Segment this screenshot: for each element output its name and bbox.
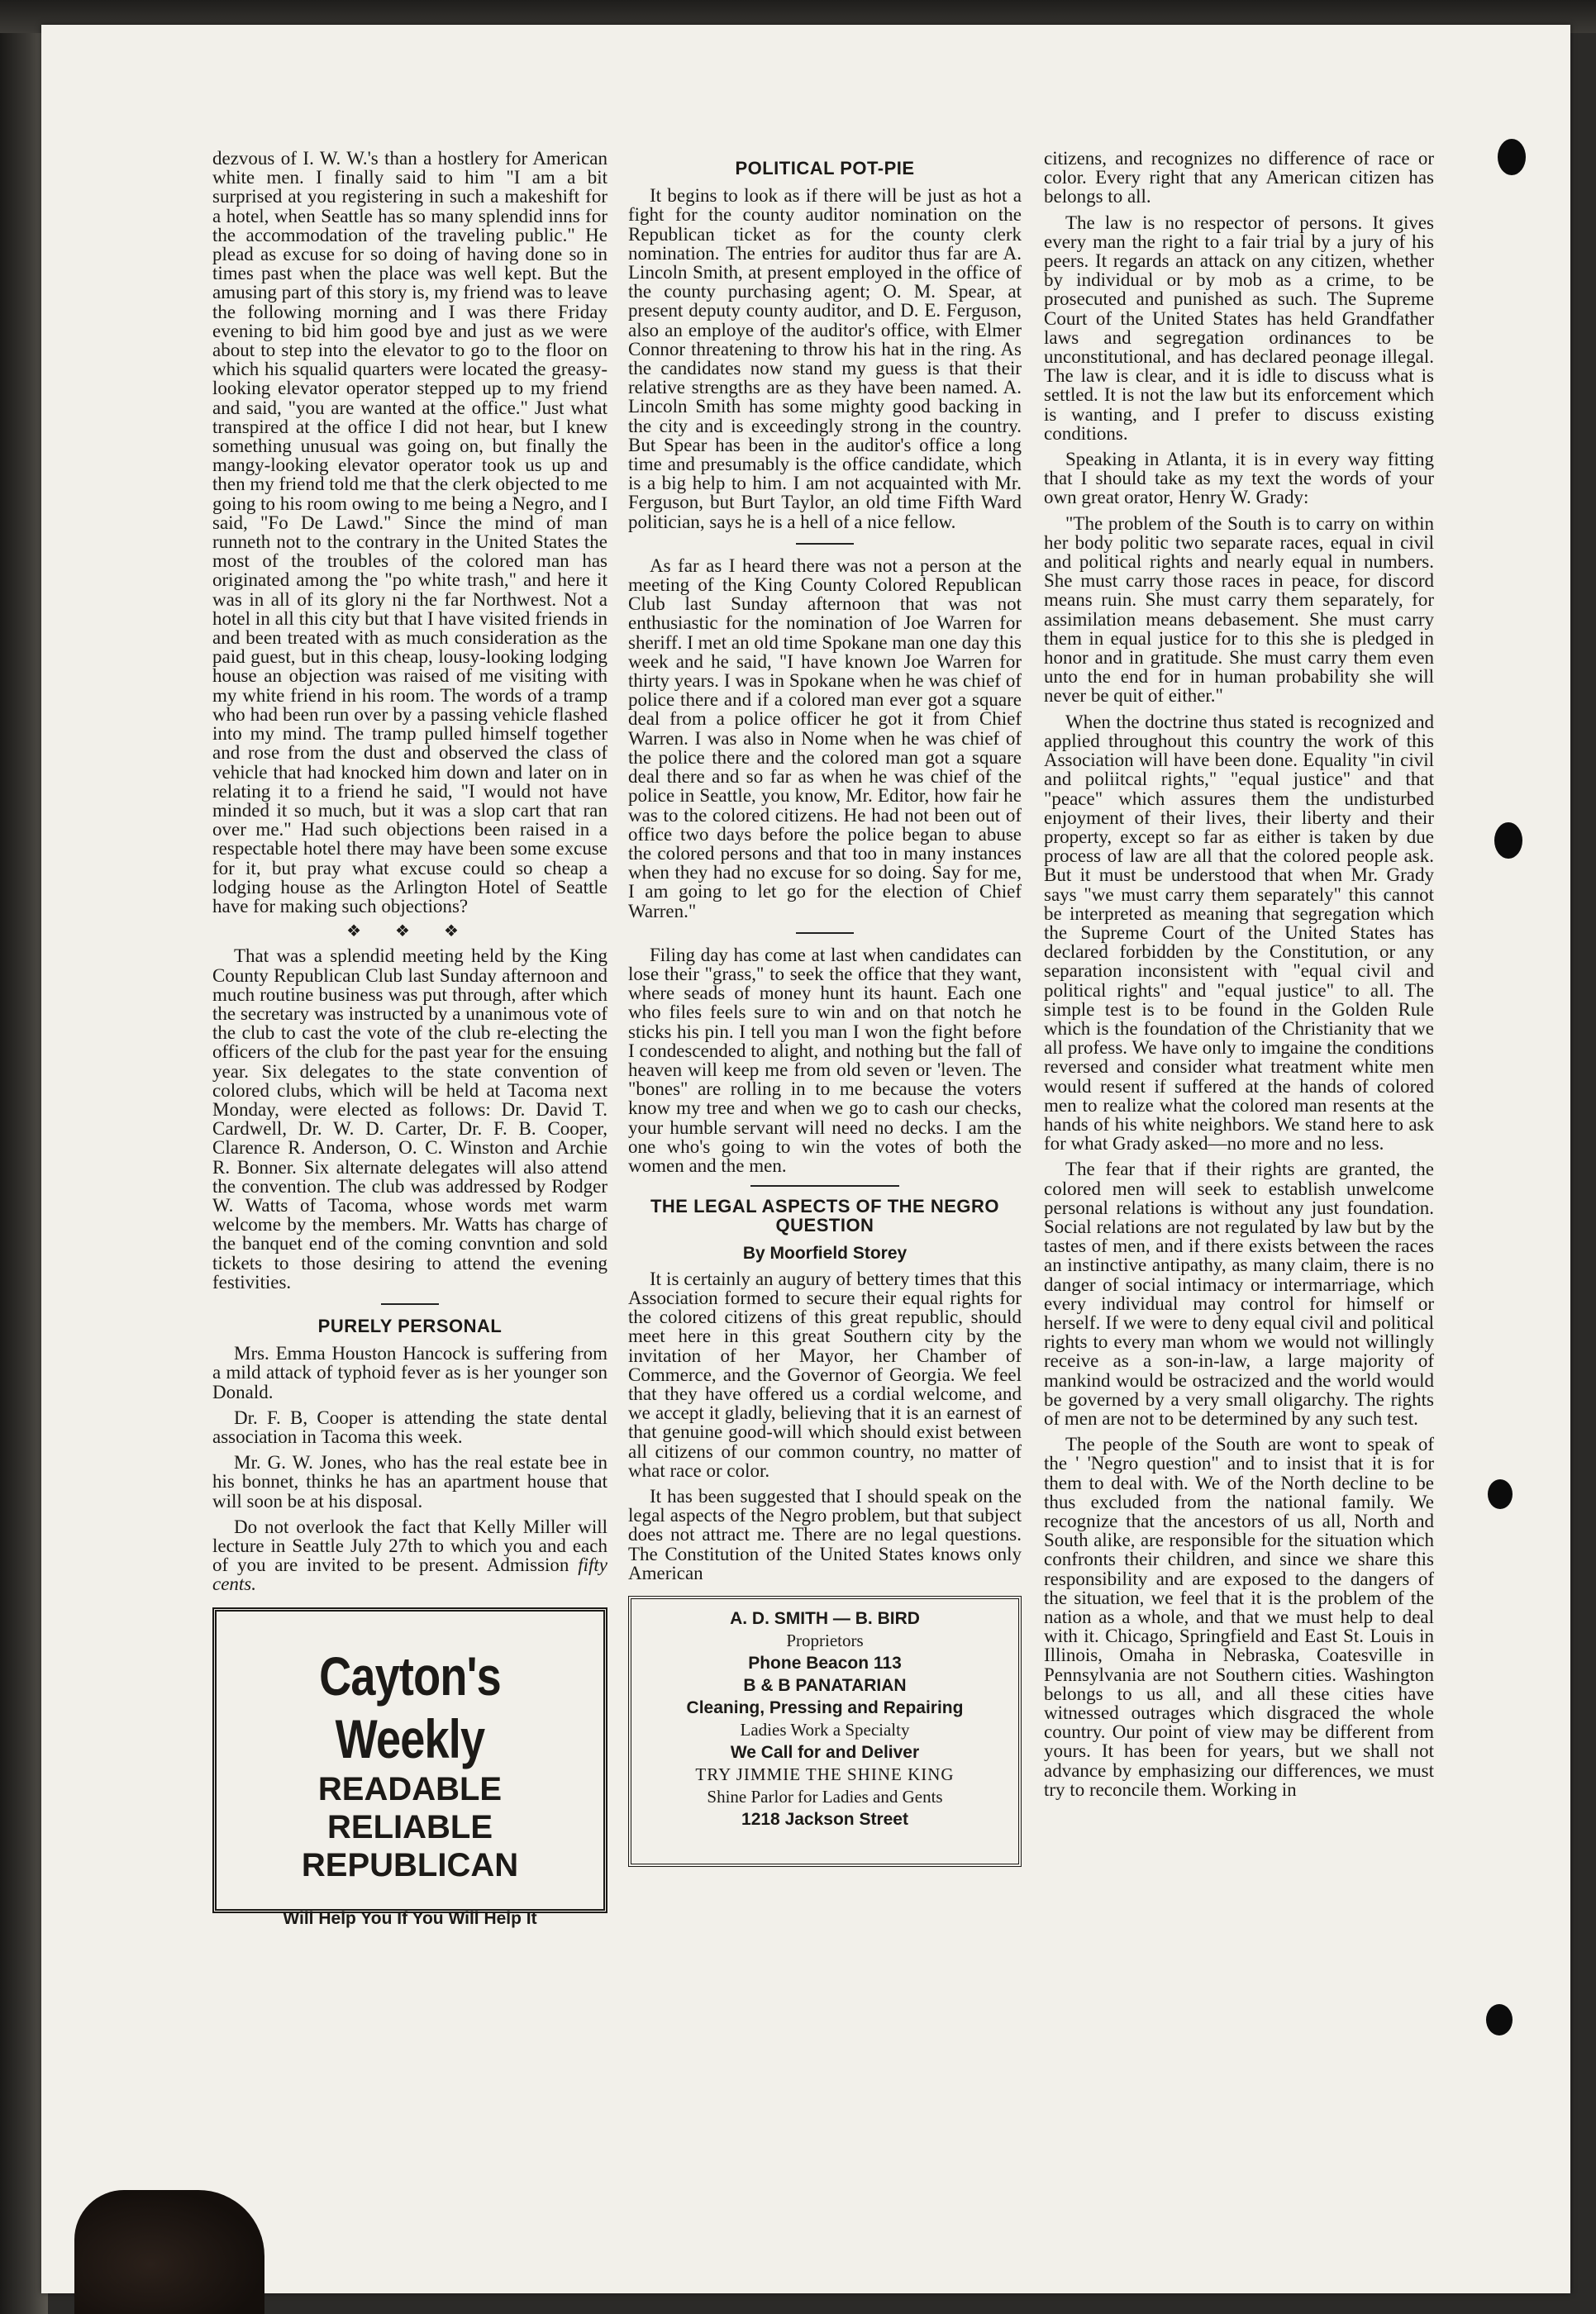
divider bbox=[750, 1185, 899, 1187]
personal-item: Mrs. Emma Houston Hancock is suffering from a mild attack of typhoid fever as is her younger son Donald. bbox=[212, 1343, 607, 1402]
ad-line: A. D. SMITH — B. BIRD bbox=[730, 1609, 920, 1629]
lecture-price: fifty cents. bbox=[212, 1555, 608, 1595]
column-1 bbox=[212, 148, 608, 1928]
ad-line: READABLE bbox=[317, 1770, 503, 1807]
ad-line: REPUBLICAN bbox=[301, 1846, 519, 1883]
section-ornament: ❖ ❖ ❖ bbox=[346, 922, 474, 941]
divider bbox=[796, 543, 854, 545]
personal-item: Mr. G. W. Jones, who has the real estate bee in his bonnet, thinks he has an apartment house that will soon be at his disposal. bbox=[212, 1452, 607, 1512]
article-paragraph: It has been suggested that I should speak on the legal aspects of the Negro problem, but that subject does not attract me. There are no legal questions. The Constitution of the United States knows only American bbox=[628, 1486, 1022, 1583]
article-paragraph: The law is no respector of persons. It gives every man the right to a fair trial by a jury of his peers. It regards an attack on any citizen, whether by individual or by mob as a crime, to be prosecuted and punished as such. The Supreme Court of the United States has held Grandfather laws and segregation ordinances to be unconstitutional, and has declared peonage illegal. The law is clear, and it is idle to discuss what is settled. It is not the law but its enforcement which is wanting, and I prefer to discuss existing conditions. bbox=[1044, 212, 1434, 444]
ad-line: TRY JIMMIE THE SHINE KING bbox=[695, 1764, 955, 1785]
article-paragraph: Speaking in Atlanta, it is in every way fitting that I should take as my text the words of your own great orator, Henry W. Grady: bbox=[1044, 449, 1434, 508]
caytons-weekly-ad bbox=[212, 1607, 607, 1928]
punch-hole bbox=[1486, 2004, 1513, 2035]
divider bbox=[381, 1303, 439, 1305]
ad-line: Shine Parlor for Ladies and Gents bbox=[707, 1787, 943, 1807]
ad-line: Proprietors bbox=[786, 1631, 864, 1651]
article-paragraph: As far as I heard there was not a person at the meeting of the King County Colored Republican Club last Sunday afternoon that was not enthusiastic for the nomination of Joe Warren for sheriff. I met an old time Spokane man one day this week and he said, "I have known Joe Warren for thirty years. I was in Spokane when he was chief of police there and if a colored man ever got a square deal from a police officer he got it from Chief Warren. I was also in Nome when he was chief of the police there and the colored man got a square deal there and so far as when he was chief of the police in Seattle, you know, Mr. Editor, how fair he was to the colored citizens. He had not been out of office two days before the police began to abuse the colored persons and that too in many instances when they had no excuse for so doing. Say for me, I am going to let go for the election of Chief Warren." bbox=[628, 555, 1022, 921]
article-paragraph: The people of the South are wont to speak of the ' 'Negro question" and to insist that it is for them to deal with. We of the North decline to be thus excluded from the national family. We recognize that the ancestors of us all, North and South alike, are responsible for the situation which confronts their children, and since we share this responsibility and are exposed to the dangers of the situation, we feel that it is the problem of the nation as a whole, and that we must help to deal with it. Chicago, Springfield and East St. Louis in Illinois, Omaha in Nebraska, Coatesville in Pennsylvania are not Southern cities. Washington belongs to us all, and all these cities have witnessed outrages which disgraced the whole country. Our point of view may be different from yours. It has been for years, but we shall not advance by emphasizing our differences, we must try to reconcile them. Working in bbox=[1044, 1434, 1434, 1800]
column-3 bbox=[1044, 149, 1434, 1806]
byline: By Moorfield Storey bbox=[742, 1243, 908, 1263]
column-2 bbox=[628, 149, 1022, 1867]
legal-aspects-heading: THE LEGAL ASPECTS OF THE NEGRO QUESTION bbox=[650, 1196, 1000, 1236]
ad-footer: Will Help You If You Will Help It bbox=[283, 1908, 537, 1928]
article-paragraph: The fear that if their rights are granted, the colored men will seek to establish unwelcome personal relations is without any just foundation. Social relations are not regulated by law but by the tastes of men, and if there exists between the races an instinctive antipathy, as many claim, there is no danger of social intimacy or intermarriage, which every individual may control for himself or herself. If we were to deny equal civil and political rights to every man whom we would not willingly receive as a son-in-law, a large majority of mankind would be ostracized and the world would be governed by a very small oligarchy. The rights of men are not to be determined by any such test. bbox=[1044, 1159, 1434, 1429]
ad-title: Cayton's Weekly bbox=[319, 1645, 501, 1769]
punch-hole bbox=[1494, 822, 1522, 859]
personal-item: Dr. F. B, Cooper is attending the state dental association in Tacoma this week. bbox=[212, 1407, 607, 1447]
ad-line: RELIABLE bbox=[327, 1808, 493, 1845]
b-and-b-panatarian-ad bbox=[628, 1596, 1022, 1867]
article-paragraph: It begins to look as if there will be just as hot a fight for the county auditor nomination on the Republican ticket as for the county clerk nomination. The entries for auditor thus far are A. Lincoln Smith, at present employed in the office of the county purchasing agent; O. M. Spear, at present deputy county auditor, and D. E. Ferguson, also an employe of the auditor's office, with Elmer Connor threatening to throw his hat in the ring. As the candidates now stand my guess is that their relative strengths are as they have been named. A. Lincoln Smith has some mighty good backing in the city and is exceedingly strong in the country. But Spear has been in the auditor's office a long time and presumably is the office candidate, which is a big help to him. I am not acquainted with Mr. Ferguson, but Burt Taylor, an old time Fifth Ward politician, says he is a hell of a nice fellow. bbox=[628, 185, 1022, 532]
personal-item bbox=[212, 1517, 607, 1594]
article-paragraph: That was a splendid meeting held by the King County Republican Club last Sunday afternoon and much routine business was put through, after which the secretary was instructed by a unanimous vote of the club to cast the vote of the club re-electing the officers of the club for the past year for the ensuing year. Six delegates to the state convention of colored clubs, which will be held at Tacoma next Monday, were elected as follows: Dr. David T. Cardwell, Dr. W. D. Carter, Dr. F. B. Cooper, Clarence R. Anderson, O. C. Winston and Archie R. Bonner. Six alternate delegates will also attend the convention. The club was addressed by Rodger W. Watts of Tacoma, whose words met warm welcome by the members. Mr. Watts has charge of the banquet end of the coming convntion and sold tickets to those desiring to attend the evening festivities. bbox=[212, 945, 607, 1293]
purely-personal-heading: PURELY PERSONAL bbox=[317, 1315, 503, 1336]
ad-line: Phone Beacon 113 bbox=[748, 1654, 902, 1674]
article-paragraph: citizens, and recognizes no difference of race or color. Every right that any American citizen has belongs to all. bbox=[1044, 148, 1434, 207]
punch-hole bbox=[1488, 1479, 1513, 1509]
article-paragraph: dezvous of I. W. W.'s than a hostlery for American white men. I finally said to him "I am a bit surprised at you registering in such a makeshift for a hotel, when Seattle has so many splendid inns for the accommodation of the traveling public." He plead as excuse for so doing of having done so in times past when the place was well kept. But the amusing part of this story is, my friend was to leave the following morning and I was there Friday evening to bid him good bye and just as we were about to step into the elevator to go to the floor on which his squalid quarters were located the greasy-looking elevator operator stepped up to my friend and said, "you are wanted at the office." Just what transpired at the office I did not hear, but I knew something unusual was going on, but finally the mangy-looking elevator operator took us up and then my friend told me that the clerk objected to me going to his room owing to me being a Negro, and I said, "Fo De Lawd." Since the mind of man runneth not to the contrary in the United States the most of the troubles of the colored man has originated among the "po white trash," and here it was in all of its glory ni the far Northwest. Not a hotel in all this city but that I have visited friends in and been treated with as much consideration as the paid guest, but in this cheap, lousy-looking lodging house an objection was raised of me visiting with my white friend in his room. The words of a tramp who had been run over by a passing vehicle flashed into my mind. The tramp pulled himself together and rose from the dust and observed the class of vehicle that had knocked him down and later on in relating it to a friend he said, "I would not have minded it so much, but it was a slop cart that ran over me." Had such objections been raised in a respectable hotel there may have been some excuse for it, but pray what excuse could so cheap a lodging house as the Arlington Hotel of Seattle have for making such objections? bbox=[212, 148, 607, 917]
article-paragraph: When the doctrine thus stated is recognized and applied throughout this country the work of this Association will have been done. Equality "in civil and poliitcal rights," "equal justice" and that "peace" which assures them the undisturbed enjoyment of their lives, their liberty and their property, except so far as either is taken by due process of law are all that the colored people ask. But it must be understood that when Mr. Grady says "we must carry them separately" this cannot be interpreted as meaning that segregation which the Supreme Court of the United States has declared forbidden by the Constitution, or any separation inconsistent with "equal civil and political rights" and "equal justice" to all. The simple test is to be found in the Golden Rule which is the foundation of the Christianity that we all profess. We have only to imgaine the conditions reversed and consider what treatment white men would resent if suffered at the hands of colored men to realize what the colored man resents at the hands of his white neighbors. We stand here to ask for what Grady asked—no more and no less. bbox=[1044, 711, 1434, 1155]
ad-line: B & B PANATARIAN bbox=[743, 1676, 907, 1696]
ad-line: We Call for and Deliver bbox=[730, 1743, 920, 1763]
lecture-notice-text: Do not overlook the fact that Kelly Miller will lecture in Seattle July 27th to which you and each of you are invited to be present. Admission bbox=[212, 1516, 607, 1576]
ad-line: 1218 Jackson Street bbox=[741, 1810, 908, 1830]
article-paragraph: It is certainly an augury of bettery times that this Association formed to secure their equal rights for the colored citizens of this great republic, should meet here in this great Southern city by the invitation of her Mayor, her Chamber of Commerce, and the Governor of Georgia. We feel that they have offered us a cordial welcome, and we accept it gladly, believing that it is an earnest of that genuine good-will which should exist between all citizens of our common country, no matter of what race or color. bbox=[628, 1268, 1022, 1481]
political-pot-pie-heading: POLITICAL POT-PIE bbox=[735, 158, 915, 179]
divider bbox=[796, 932, 854, 934]
article-paragraph: Filing day has come at last when candidates can lose their "grass," to seek the office that they want, where seads of money hunt its haunt. Each one who files feels sure to win and on that notch he sticks his pin. I tell you man I won the fight before I condescended to alight, and nothing but the fall of heaven will keep me from old seven or 'leven. The "bones" are rolling in to me because the voters know my tree and when we go to cash our checks, your humble servant will need no decks. I am the one who's going to win the votes of both the women and the men. bbox=[628, 944, 1022, 1176]
thumb-shadow bbox=[74, 2190, 264, 2314]
article-paragraph: "The problem of the South is to carry on within her body politic two separate races, equal in civil and political rights and nearly equal in numbers. She must carry those races in peace, for discord means ruin. She must carry them separately, for assimilation means debasement. She must carry them in equal justice for to this she is pledged in honor and in gratitude. She must carry them even unto the end for in human probability she will never be quit of either." bbox=[1044, 512, 1434, 707]
ad-line: Cleaning, Pressing and Repairing bbox=[686, 1698, 964, 1718]
ad-line: Ladies Work a Specialty bbox=[740, 1720, 910, 1740]
punch-hole bbox=[1498, 139, 1526, 175]
